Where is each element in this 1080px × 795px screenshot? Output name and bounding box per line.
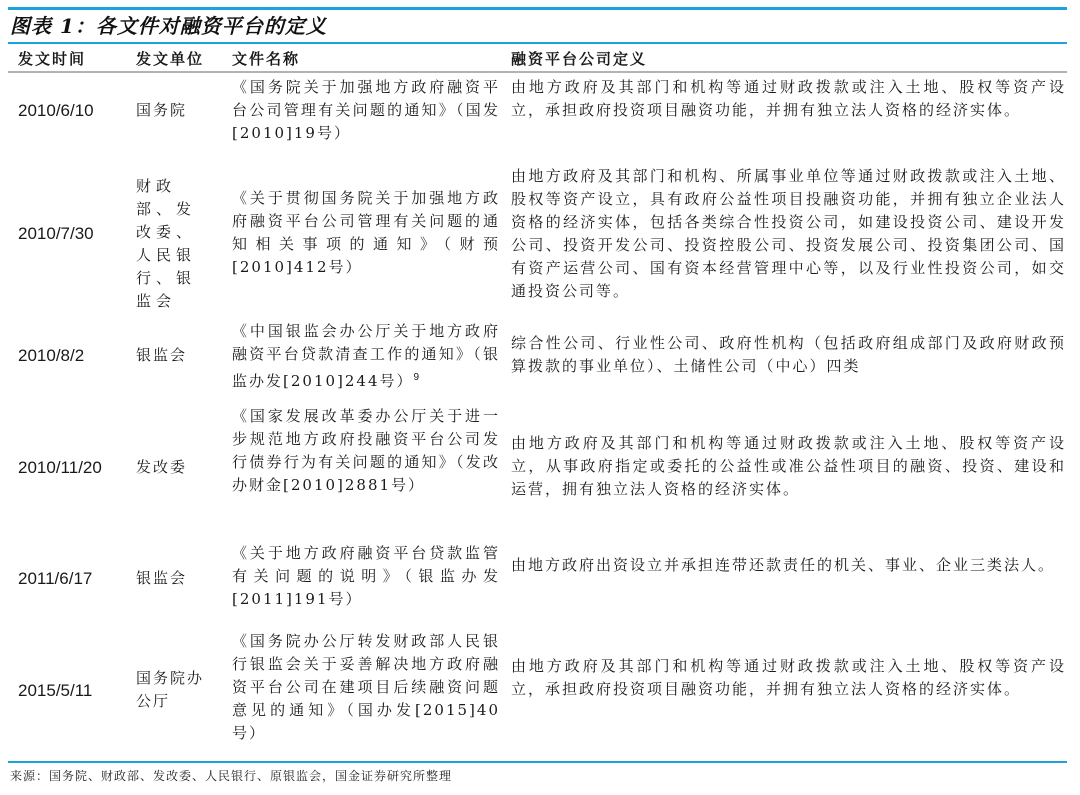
cell-date: 2010/7/30: [18, 224, 94, 243]
cell-date: 2010/8/2: [18, 346, 85, 365]
header-definition: 融资平台公司定义: [511, 50, 648, 68]
header-rule: [8, 71, 1067, 73]
top-rule: [8, 7, 1067, 10]
bottom-rule: [8, 761, 1067, 763]
cell-definition: 由地方政府出资设立并承担连带还款责任的机关、事业、企业三类法人。: [511, 556, 1056, 574]
header-document: 文件名称: [232, 50, 301, 68]
cell-definition: 由地方政府及其部门和机构、所属事业单位等通过财政拨款或注入土地、股权等资产设立，具有政府公益性项目投融资功能，并拥有独立企业法人资格的经济实体，包括各类综合性投资公司，如建设投资公司、建设开发公司、投资开发公司、投资控股公司、投资发展公司、投资集团公司、国有资产运营公司、国有资本经营管理中心等，以及行业性投资公司，如交通投资公司等。: [511, 167, 1066, 300]
cell-date: 2010/6/10: [18, 101, 94, 120]
cell-document: [232, 320, 500, 393]
cell-definition: 由地方政府及其部门和机构等通过财政拨款或注入土地、股权等资产设立，从事政府指定或委托的公益性或准公益性项目的融资、投资、建设和运营，拥有独立法人资格的经济实体。: [511, 434, 1066, 498]
cell-definition: 综合性公司、行业性公司、政府性机构（包括政府组成部门及政府财政预算拨款的事业单位）、土储性公司（中心）四类: [511, 334, 1066, 375]
cell-document: 《关于地方政府融资平台贷款监管有关问题的说明》（银监办发[2011]191号）: [232, 544, 500, 608]
cell-unit: 国务院办公厅: [136, 669, 205, 710]
document-text: 《中国银监会办公厅关于地方政府融资平台贷款清查工作的通知》（银监办发[2010]244号）: [232, 322, 500, 390]
footnote-marker: 9: [413, 372, 422, 383]
table-header: [8, 45, 1067, 70]
cell-date: 2010/11/20: [18, 458, 102, 477]
cell-unit: 银监会: [136, 569, 188, 587]
header-unit: 发文单位: [136, 50, 205, 68]
header-date: 发文时间: [18, 50, 87, 68]
cell-date: 2011/6/17: [18, 569, 93, 588]
title-rule: [8, 42, 1067, 44]
cell-unit: 银监会: [136, 346, 188, 364]
cell-document: 《国家发展改革委办公厅关于进一步规范地方政府投融资平台公司发行债券行为有关问题的通知》（发改办财金[2010]2881号）: [232, 407, 500, 494]
cell-document: 《关于贯彻国务院关于加强地方政府融资平台公司管理有关问题的通知相关事项的通知》（财预[2010]412号）: [232, 189, 500, 276]
cell-document: 《国务院办公厅转发财政部人民银行银监会关于妥善解决地方政府融资平台公司在建项目后续融资问题意见的通知》（国办发[2015]40号）: [232, 632, 500, 742]
cell-unit: 发改委: [136, 458, 188, 476]
source-note: 来源：国务院、财政部、发改委、人民银行、原银监会，国金证券研究所整理: [10, 769, 453, 783]
cell-date: 2015/5/11: [18, 681, 93, 700]
cell-definition: 由地方政府及其部门和机构等通过财政拨款或注入土地、股权等资产设立，承担政府投资项目融资功能，并拥有独立法人资格的经济实体。: [511, 657, 1066, 698]
cell-document: 《国务院关于加强地方政府融资平台公司管理有关问题的通知》（国发[2010]19号）: [232, 78, 500, 142]
figure-title: 图表 1：各文件对融资平台的定义: [10, 14, 327, 38]
cell-unit: 财政部、发改委、人民银行、银监会: [136, 177, 197, 310]
cell-unit: 国务院: [136, 101, 188, 119]
cell-definition: 由地方政府及其部门和机构等通过财政拨款或注入土地、股权等资产设立，承担政府投资项目融资功能，并拥有独立法人资格的经济实体。: [511, 78, 1066, 119]
